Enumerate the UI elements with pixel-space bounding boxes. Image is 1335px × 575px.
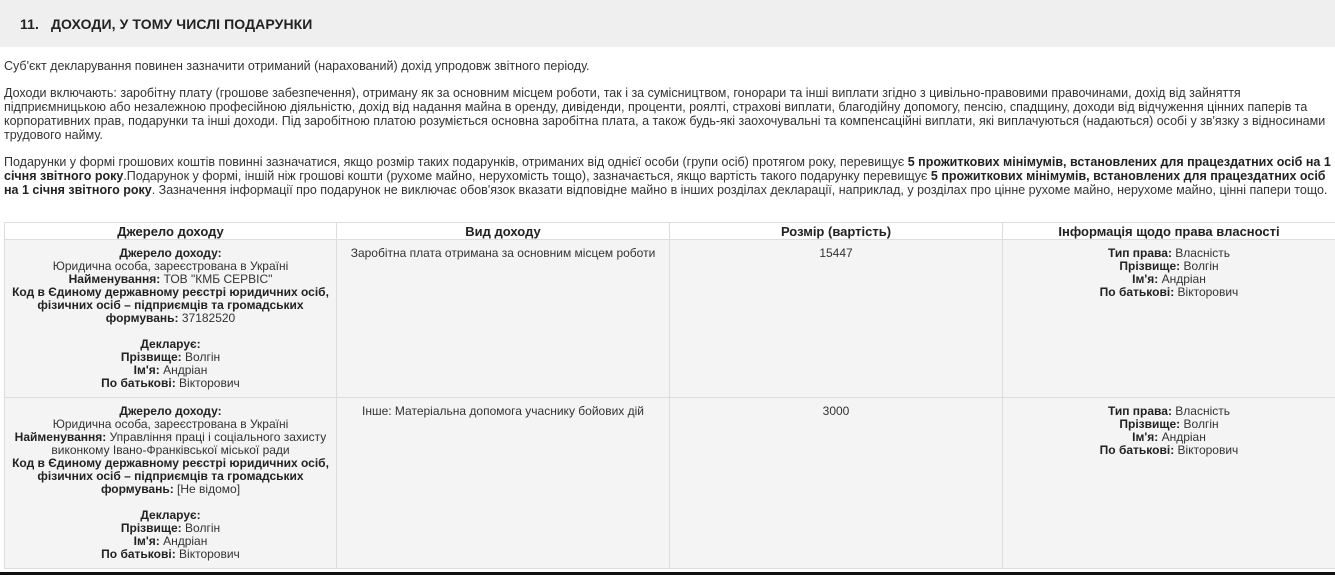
intro-paragraph-1: Суб'єкт декларування повинен зазначити отриманий (нарахований) дохід упродовж звітного періоду. <box>4 59 590 73</box>
cell-amount: 3000 <box>670 398 1003 569</box>
owner-surname: Волгін <box>1183 417 1219 431</box>
label-patronymic: По батькові: <box>101 547 176 561</box>
intro-p3-text-a: Подарунки у формі грошових коштів повинні зазначатися, якщо розмір таких подарунків, отриманих від однієї особи (групи осіб) протягом року, перевищує <box>4 155 908 169</box>
label-source: Джерело доходу: <box>119 404 222 418</box>
declarant-surname: Волгін <box>185 350 221 364</box>
owner-first-name: Андріан <box>1161 272 1206 286</box>
label-right-type: Тип права: <box>1107 246 1172 260</box>
owner-patronymic: Вікторович <box>1177 443 1239 457</box>
table-row <box>5 240 1335 398</box>
label-name: Найменування: <box>14 430 107 444</box>
header-income-source: Джерело доходу <box>5 223 337 240</box>
label-source: Джерело доходу: <box>119 246 222 260</box>
table-header-row <box>5 223 1335 240</box>
declarant-patronymic: Вікторович <box>179 376 240 390</box>
cell-income-type: Заробітна плата отримана за основним місцем роботи <box>337 240 670 398</box>
label-surname: Прізвище: <box>120 521 182 535</box>
cell-ownership <box>1003 398 1335 569</box>
source-name: Управління праці і соціального захисту виконкому Івано-Франківської міської ради <box>51 430 327 457</box>
intro-paragraph-3 <box>4 155 1331 197</box>
label-patronymic: По батькові: <box>1099 443 1175 457</box>
label-name: Найменування: <box>68 272 161 286</box>
intro-p3-text-c: . Зазначення інформації про подарунок не виключає обов'язок вказати відповідне майно в інших розділах декларації, наприклад, у розділах про цінне рухоме майно, нерухоме майно, цінні папери тощо. <box>151 183 1328 197</box>
label-declarant: Декларує: <box>140 508 201 522</box>
right-type: Власність <box>1175 246 1231 260</box>
intro-p3-bold-b: 5 прожиткових мінімумів, встановлених для працездатних осіб на 1 січня звітного року <box>4 169 1326 197</box>
source-type: Юридична особа, зареєстрована в Україні <box>52 259 289 273</box>
label-declarant: Декларує: <box>140 337 201 351</box>
owner-patronymic: Вікторович <box>1177 285 1239 299</box>
owner-surname: Волгін <box>1183 259 1219 273</box>
section-header <box>0 0 1335 47</box>
cell-ownership <box>1003 240 1335 398</box>
label-surname: Прізвище: <box>1119 417 1181 431</box>
label-first-name: Ім'я: <box>1132 430 1159 444</box>
label-surname: Прізвище: <box>120 350 182 364</box>
label-first-name: Ім'я: <box>133 363 160 377</box>
cell-income-source <box>5 240 337 398</box>
section-intro <box>4 59 1331 210</box>
label-edrpou: Код в Єдиному державному реєстрі юридичних осіб, фізичних осіб – підприємців та громадських формувань: <box>12 456 329 496</box>
cell-income-type: Інше: Матеріальна допомога учаснику бойових дій <box>337 398 670 569</box>
source-type: Юридична особа, зареєстрована в Україні <box>52 417 289 431</box>
label-surname: Прізвище: <box>1119 259 1181 273</box>
header-income-type: Вид доходу <box>337 223 670 240</box>
label-right-type: Тип права: <box>1107 404 1172 418</box>
source-code: 37182520 <box>181 311 236 325</box>
label-patronymic: По батькові: <box>101 376 176 390</box>
header-ownership-info: Інформація щодо права власності <box>1003 223 1335 240</box>
section-title <box>20 16 312 32</box>
source-name: ТОВ "КМБ СЕРВІС" <box>163 272 273 286</box>
section-title-text: ДОХОДИ, У ТОМУ ЧИСЛІ ПОДАРУНКИ <box>50 16 313 32</box>
declarant-first-name: Андріан <box>163 363 208 377</box>
declarant-surname: Волгін <box>185 521 221 535</box>
intro-paragraph-2: Доходи включають: заробітну плату (грошове забезпечення), отриману як за основним місцем роботи, так і за сумісництвом, гонорари та інші виплати згідно з цивільно-правовими правочинами, дохід від зайняття підприємницькою або незалежною професійною діяльністю, дохід від надання майна в оренду, дивіденди, проценти, роялті, страхові виплати, благодійну допомогу, пенсію, спадщину, доходи від відчуження цінних паперів та корпоративних прав, подарунки та інші доходи. Під заробітною платою розуміється основна заробітна плата, а також будь-які заохочувальні та компенсаційні виплати, які виплачуються (надаються) особі у зв'язку з відносинами трудового найму. <box>4 86 1326 142</box>
income-table <box>4 222 1335 569</box>
owner-first-name: Андріан <box>1161 430 1206 444</box>
label-first-name: Ім'я: <box>133 534 160 548</box>
declarant-first-name: Андріан <box>163 534 208 548</box>
section-number: 11. <box>20 16 39 32</box>
label-patronymic: По батькові: <box>1099 285 1175 299</box>
source-code: [Не відомо] <box>177 482 241 496</box>
cell-amount: 15447 <box>670 240 1003 398</box>
right-type: Власність <box>1175 404 1231 418</box>
declarant-patronymic: Вікторович <box>179 547 240 561</box>
table-row <box>5 398 1335 569</box>
intro-p3-text-b: .Подарунок у формі, іншій ніж грошові кошти (рухоме майно, нерухомість тощо), зазначається, якщо вартість такого подарунку перевищує <box>123 169 931 183</box>
label-first-name: Ім'я: <box>1132 272 1159 286</box>
cell-income-source <box>5 398 337 569</box>
intro-p3-bold-a: 5 прожиткових мінімумів, встановлених для працездатних осіб на 1 січня звітного року <box>4 155 1331 183</box>
label-edrpou: Код в Єдиному державному реєстрі юридичних осіб, фізичних осіб – підприємців та громадських формувань: <box>12 285 329 325</box>
header-amount: Розмір (вартість) <box>670 223 1003 240</box>
